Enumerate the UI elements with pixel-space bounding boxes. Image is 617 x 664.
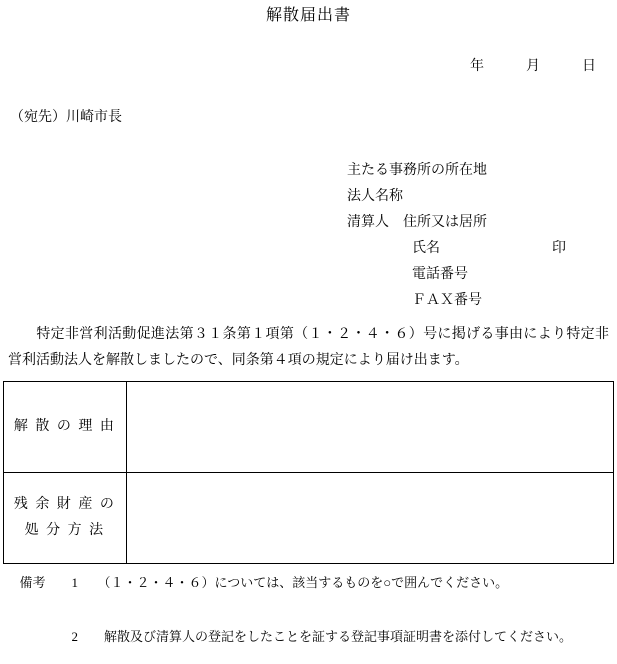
telephone-label: 電話番号: [412, 267, 468, 282]
body-paragraph-text: 特定非営利活動促進法第３１条第１項第（１・２・４・６）号に掲げる事由により特定非営利活動法人を解散しましたので、同条第４項の規定により届け出ます。: [8, 327, 609, 368]
dissolution-reason-label-text: 解 散 の 理 由: [13, 419, 116, 434]
note-row-2: [0, 610, 617, 664]
dissolution-reason-label: [4, 382, 127, 473]
page-title: 解散届出書: [265, 7, 351, 24]
note-row-1: [0, 556, 617, 610]
note-text-2: 解散及び清算人の登記をしたことを証する登記事項証明書を添付してください。: [104, 629, 573, 644]
liquidator-name-label: 氏名 印: [412, 241, 566, 256]
residual-assets-value[interactable]: [126, 473, 613, 564]
note-number-1: 1: [71, 575, 79, 590]
applicant-block: [347, 158, 566, 314]
notes-section: [0, 556, 617, 664]
residual-assets-label-line1: 残 余 財 産 の: [13, 497, 116, 512]
notes-heading: 備考: [19, 575, 46, 590]
fax-label: ＦＡＸ番号: [412, 293, 482, 308]
form-table: [3, 381, 614, 564]
liquidator-address-label: 清算人 住所又は居所: [347, 215, 487, 230]
corporate-name-label: 法人名称: [347, 189, 403, 204]
body-paragraph: [8, 322, 609, 374]
note-text-1: （１・２・４・６）については、該当するものを○で囲んでください。: [104, 575, 509, 590]
dissolution-reason-value[interactable]: [126, 382, 613, 473]
addressee-line: （宛先）川崎市長: [10, 110, 122, 125]
residual-assets-label-line2: 処 分 方 法: [24, 523, 106, 538]
office-address-label: 主たる事務所の所在地: [347, 163, 487, 178]
note-number-2: 2: [71, 629, 79, 644]
date-line: 年 月 日: [470, 59, 596, 74]
table-row: [4, 382, 614, 473]
table-row: [4, 473, 614, 564]
residual-assets-label: [4, 473, 127, 564]
